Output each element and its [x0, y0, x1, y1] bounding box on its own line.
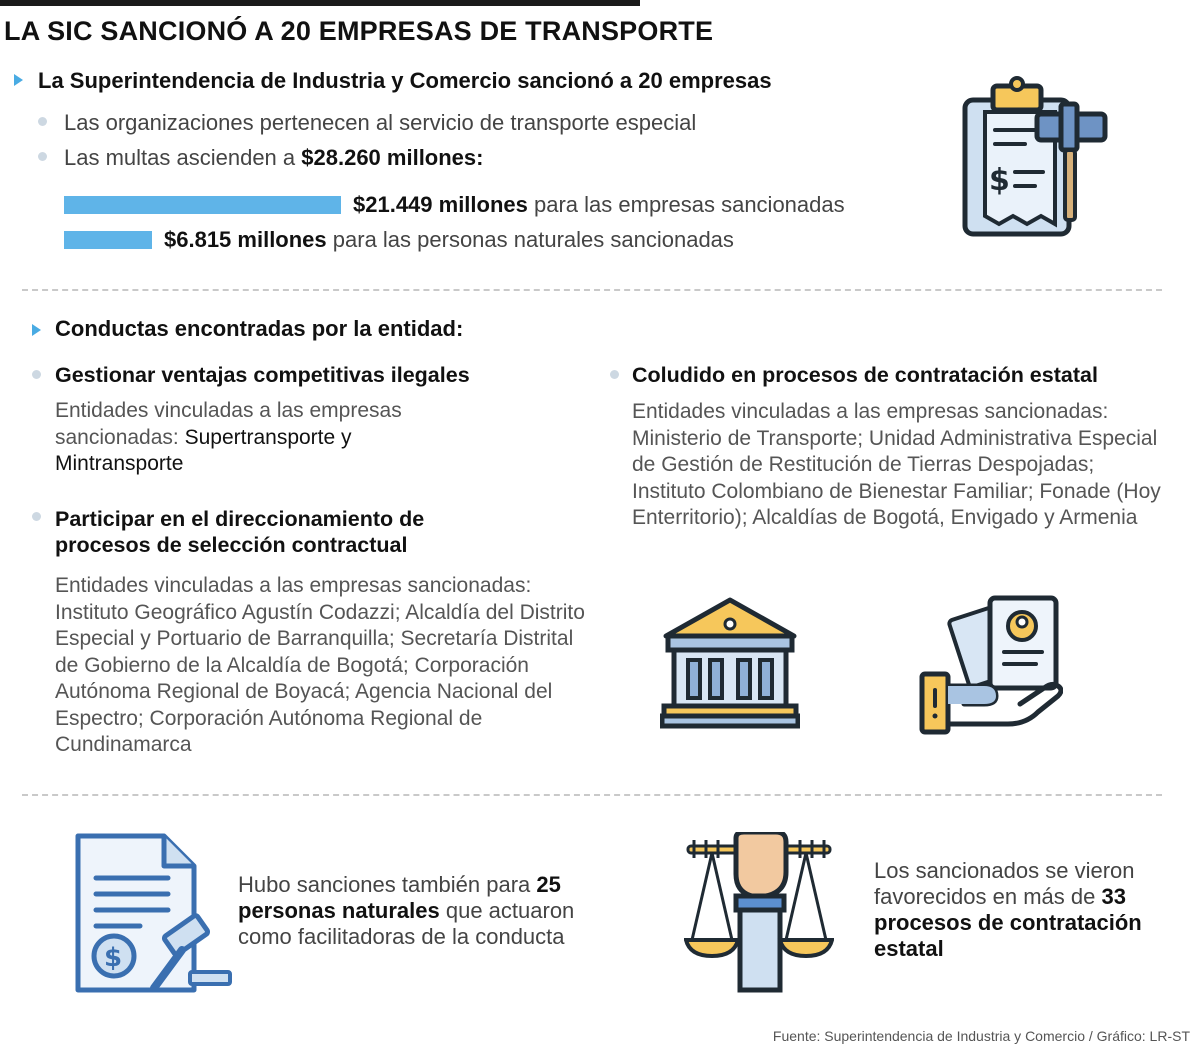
divider: [22, 289, 1162, 291]
government-building-icon: [660, 596, 800, 730]
conduct-1-entities: [55, 398, 455, 478]
hand-document-icon: [918, 594, 1063, 736]
bullet-dot: [32, 370, 41, 379]
note2-highlight: 33 procesos de contratación estatal: [874, 884, 1142, 961]
conduct-1-entities-list: Supertransporte y Mintransporte: [55, 425, 352, 475]
bar-persons-amount: $6.815 millones: [164, 227, 327, 252]
heading-marker-icon: [14, 74, 23, 86]
note2-text-a: Los sancionados se vieron favorecidos en más de: [874, 858, 1135, 909]
bar-persons: [64, 231, 152, 249]
bar-companies-label: [353, 192, 845, 218]
bullet-dot: [610, 370, 619, 379]
note1-text-a: Hubo sanciones también para: [238, 872, 537, 897]
svg-text:$: $: [104, 943, 123, 973]
conduct-1-title: Gestionar ventajas competitivas ilegales: [55, 363, 470, 387]
fines-text: Las multas ascienden a: [64, 145, 302, 170]
conduct-1-prefix: Entidades vinculadas a las empresas sancionadas:: [55, 399, 402, 449]
page-title: LA SIC SANCIONÓ A 20 EMPRESAS DE TRANSPORTE: [4, 16, 714, 46]
conduct-3-entities: Entidades vinculadas a las empresas sancionadas: Ministerio de Transporte; Unidad Administrativa Especial de Gestión de Restitución de Tierras Despojadas; Instituto Colombiano de Bienestar Familiar; Fonade (Hoy Enterritorio); Alcaldías de Bogotá, Envigado y Armenia: [632, 400, 1161, 529]
bar-persons-label: [164, 227, 734, 253]
divider: [22, 794, 1162, 796]
top-rule: [0, 0, 640, 6]
bullet-dot: [38, 152, 47, 161]
section2-heading: Conductas encontradas por la entidad:: [55, 316, 464, 341]
bar-persons-text: para las personas naturales sancionadas: [326, 227, 734, 252]
bullet-dot: [32, 512, 41, 521]
bar-companies-amount: $21.449 millones: [353, 192, 528, 217]
conduct-3-title: Coludido en procesos de contratación estatal: [632, 363, 1098, 387]
bullet-dot: [38, 117, 47, 126]
document-dollar-gavel-icon: [70, 832, 235, 997]
heading-marker-icon: [32, 324, 41, 336]
note-contracts: [874, 858, 1164, 962]
bar-companies-text: para las empresas sancionadas: [527, 192, 845, 217]
note1-highlight: 25 personas naturales: [238, 872, 561, 923]
fines-total: $28.260 millones:: [301, 145, 484, 170]
source-credit: Fuente: Superintendencia de Industria y Comercio / Gráfico: LR-ST: [772, 1028, 1190, 1044]
note1-text-c: que actuaron como facilitadoras de la conducta: [238, 898, 575, 949]
conduct-2-title: Participar en el direccionamiento de procesos de selección contractual: [55, 507, 425, 557]
bullet-fines: [64, 145, 483, 171]
svg-text:$: $: [989, 163, 1010, 198]
conduct-2-entities: Entidades vinculadas a las empresas sancionadas: Instituto Geográfico Agustín Codazzi; Alcaldía del Distrito Especial y Portuario de Barranquilla; Secretaría Distrital de Gobierno de la Alcaldía de Bogotá; Corporación Autónoma Regional de Boyacá; Agencia Nacional del Espectro; Corporación Autónoma Regional de Cundinamarca: [55, 574, 585, 756]
bar-companies: [64, 196, 341, 214]
section1-heading: La Superintendencia de Industria y Comercio sancionó a 20 empresas: [38, 68, 772, 93]
bullet-service: Las organizaciones pertenecen al servicio de transporte especial: [64, 110, 697, 135]
fist-scales-icon: [684, 832, 834, 994]
clipboard-gavel-icon: [955, 72, 1115, 247]
note-natural-persons: [238, 872, 598, 950]
